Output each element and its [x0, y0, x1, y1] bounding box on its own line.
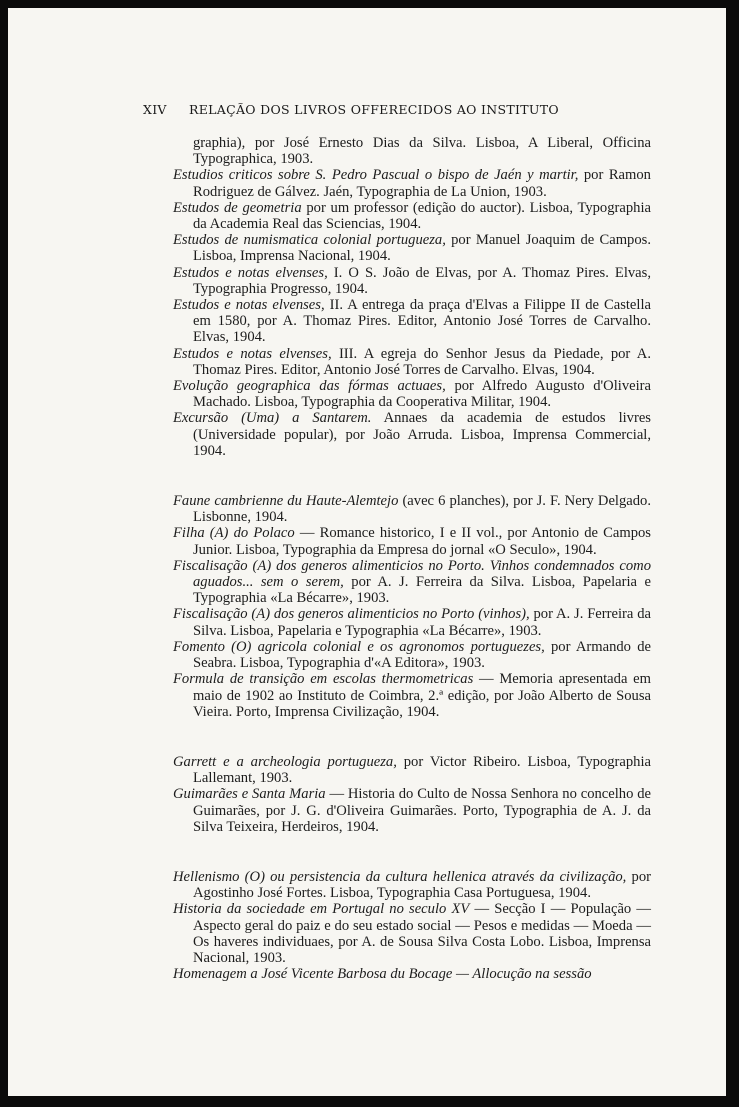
catalog-entry: Homenagem a José Vicente Barbosa du Bocage — Allocução na sessão — [173, 966, 592, 983]
book-page — [8, 8, 726, 1096]
catalog-entry: Evolução geographica das fórmas actuaes, por Alfredo Augusto d'Oliveira Machado. Lisboa, Typographia da Cooperativa Militar, 1904. — [173, 378, 651, 411]
entries-group-g — [173, 754, 651, 835]
entries-group-f — [173, 493, 651, 720]
catalog-entry: Historia da sociedade em Portugal no seculo XV — Secção I — População — Aspecto geral do paiz e do seu estado social — Pesos e medidas — Moeda — Os haveres individuaes, por A. de Sousa Silva Costa Lobo. Lisboa, Imprensa Nacional, 1903. — [173, 901, 651, 966]
catalog-entry: Hellenismo (O) ou persistencia da cultura hellenica através da civilização, por Agostinho José Fortes. Lisboa, Typographia Casa Portuguesa, 1904. — [173, 868, 651, 902]
catalog-entry: Garrett e a archeologia portugueza, por Victor Ribeiro. Lisboa, Typographia Lallemant, 1903. — [173, 753, 651, 787]
catalog-entry: Filha (A) do Polaco — Romance historico, I e II vol., por Antonio de Campos Junior. Lisboa, Typographia da Empresa do jornal «O Seculo», 1904. — [173, 525, 651, 558]
catalog-entry: Fiscalisação (A) dos generos alimenticios no Porto (vinhos), por A. J. Ferreira da Silva. Lisboa, Papelaria e Typographia «La Bécarre», 1903. — [173, 606, 651, 639]
entries-group-e — [173, 135, 651, 459]
catalog-entry: Formula de transição em escolas thermometricas — Memoria apresentada em maio de 1902 ao Instituto de Coimbra, 2.ª edição, por João Alberto de Sousa Vieira. Porto, Imprensa Civilização, 1904. — [173, 671, 652, 720]
catalog-entry: Faune cambrienne du Haute-Alemtejo (avec 6 planches), por J. F. Nery Delgado. Lisbonne, 1904. — [173, 493, 652, 526]
entries-group-h — [173, 869, 651, 982]
catalog-entry: Estudos e notas elvenses, III. A egreja do Senhor Jesus da Piedade, por A. Thomaz Pires. Editor, Antonio José Torres de Carvalho. Elvas, 1904. — [173, 345, 651, 378]
catalog-entry: Estudos e notas elvenses, II. A entrega da praça d'Elvas a Filippe II de Castella em 1580, por A. Thomaz Pires. Editor, Antonio José Torres de Carvalho. Elvas, 1904. — [173, 297, 651, 346]
catalog-entry: Fiscalisação (A) dos generos alimenticios no Porto. Vinhos condemnados como aguados... sem o serem, por A. J. Ferreira da Silva. Lisboa, Papelaria e Typographia «La Bécarre», 1903. — [173, 557, 651, 607]
running-header — [143, 102, 559, 117]
catalog-entry: Estudos e notas elvenses, I. O S. João de Elvas, por A. Thomaz Pires. Elvas, Typographia Progresso, 1904. — [173, 264, 651, 297]
catalog-entry: Excursão (Uma) a Santarem. Annaes da academia de estudos livres (Universidade popular), por João Arruda. Lisboa, Imprensa Commercial, 1904. — [173, 410, 651, 459]
catalog-entry: Estudos de geometria por um professor (edição do auctor). Lisboa, Typographia da Academia Real das Sciencias, 1904. — [173, 199, 651, 233]
catalog-entry: Estudos de numismatica colonial portugueza, por Manuel Joaquim de Campos. Lisboa, Imprensa Nacional, 1904. — [173, 232, 651, 265]
header-title: RELAÇÃO DOS LIVROS OFFERECIDOS AO INSTITUTO — [189, 102, 559, 117]
page-number: XIV — [143, 102, 167, 117]
catalog-listing — [173, 135, 651, 982]
catalog-entry: graphia), por José Ernesto Dias da Silva. Lisboa, A Liberal, Officina Typographica, 1903. — [193, 135, 651, 168]
catalog-entry: Fomento (O) agricola colonial e os agronomos portuguezes, por Armando de Seabra. Lisboa, Typographia d'«A Editora», 1903. — [173, 638, 651, 672]
catalog-entry: Guimarães e Santa Maria — Historia do Culto de Nossa Senhora no concelho de Guimarães, por J. G. d'Oliveira Guimarães. Porto, Typographia de A. J. da Silva Teixeira, Herdeiros, 1904. — [173, 786, 652, 835]
catalog-entry: Estudios criticos sobre S. Pedro Pascual o bispo de Jaén y martir, por Ramon Rodriguez de Gálvez. Jaén, Typographia de La Union, 1903. — [173, 167, 651, 200]
